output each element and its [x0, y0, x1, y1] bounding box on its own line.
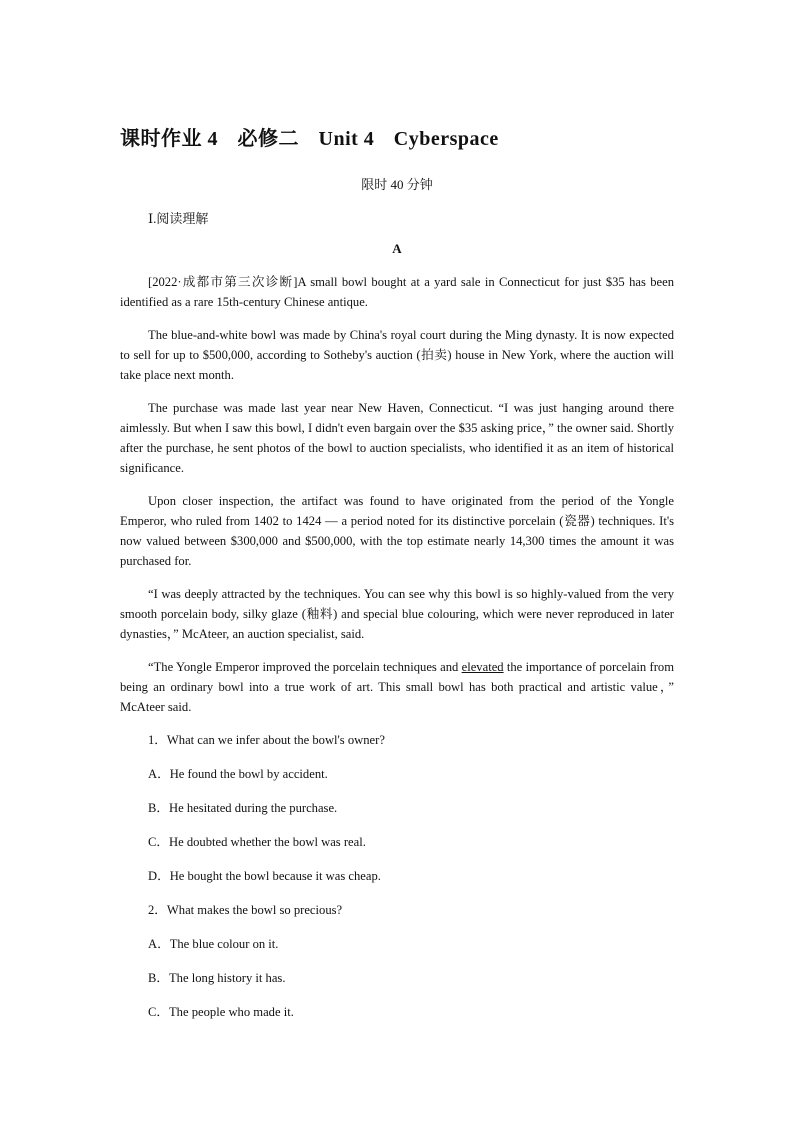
paragraph-6 [120, 657, 674, 717]
page-title [120, 122, 513, 151]
passage-label: A [392, 241, 402, 256]
section-heading: Ⅰ.阅读理解 [148, 211, 209, 226]
question-1-option-b: B．He hesitated during the purchase. [148, 801, 338, 815]
question-1-option-c: C．He doubted whether the bowl was real. [148, 835, 366, 849]
title-part-book: 必修二 [237, 128, 299, 150]
paragraph-5: “I was deeply attracted by the techniques. You can see why this bowl is so highly-valued from the very smooth porcelain body, silky glaze (釉料) and special blue colouring, which were never reproduced in later dynasties，” McAteer, an auction specialist, said. [120, 587, 674, 641]
underlined-word: elevated [461, 660, 504, 674]
title-part-unit: Unit 4 [318, 128, 375, 150]
paragraph-6-end: the importance of porcelain from being an ordinary bowl into a true work of art. This small bowl has both practical and artistic value，” McAteer said. [120, 660, 674, 714]
question-2-option-b: B．The long history it has. [148, 971, 286, 985]
time-limit: 限时 40 分钟 [361, 177, 433, 192]
paragraph-4: Upon closer inspection, the artifact was found to have originated from the period of the Yongle Emperor, who ruled from 1402 to 1424 — a period noted for its distinctive porcelain (瓷器) techniques. It's now valued between $300,000 and $500,000, with the top estimate nearly 14,300 times the amount it was purchased for. [120, 494, 674, 568]
paragraph-3: The purchase was made last year near New Haven, Connecticut. “I was just hanging around there aimlessly. But when I saw this bowl, I didn't even bargain over the $35 asking price，” the owner said. Shortly after the purchase, he sent photos of the bowl to auction specialists, who identified it as an item of historical significance. [120, 401, 674, 475]
paragraph-6-start: “The Yongle Emperor improved the porcelain techniques and [148, 660, 462, 674]
question-1-option-a: A．He found the bowl by accident. [148, 767, 328, 781]
paragraph-2: The blue-and-white bowl was made by China's royal court during the Ming dynasty. It is now expected to sell for up to $500,000, according to Sotheby's auction (拍卖) house in New York, where the auction will take place next month. [120, 328, 674, 382]
question-1-option-d: D．He bought the bowl because it was cheap. [148, 869, 381, 883]
title-part-topic: Cyberspace [393, 128, 499, 150]
paragraph-1: [2022·成都市第三次诊断]A small bowl bought at a yard sale in Connecticut for just $35 has been identified as a rare 15th-century Chinese antique. [120, 275, 674, 309]
passage-body [120, 272, 674, 1036]
question-2-option-a: A．The blue colour on it. [148, 937, 279, 951]
title-part-assignment: 课时作业 4 [120, 128, 218, 150]
question-1-stem: 1．What can we infer about the bowl's owner? [148, 733, 385, 747]
question-2-option-c: C．The people who made it. [148, 1005, 294, 1019]
question-2-stem: 2．What makes the bowl so precious? [148, 903, 343, 917]
